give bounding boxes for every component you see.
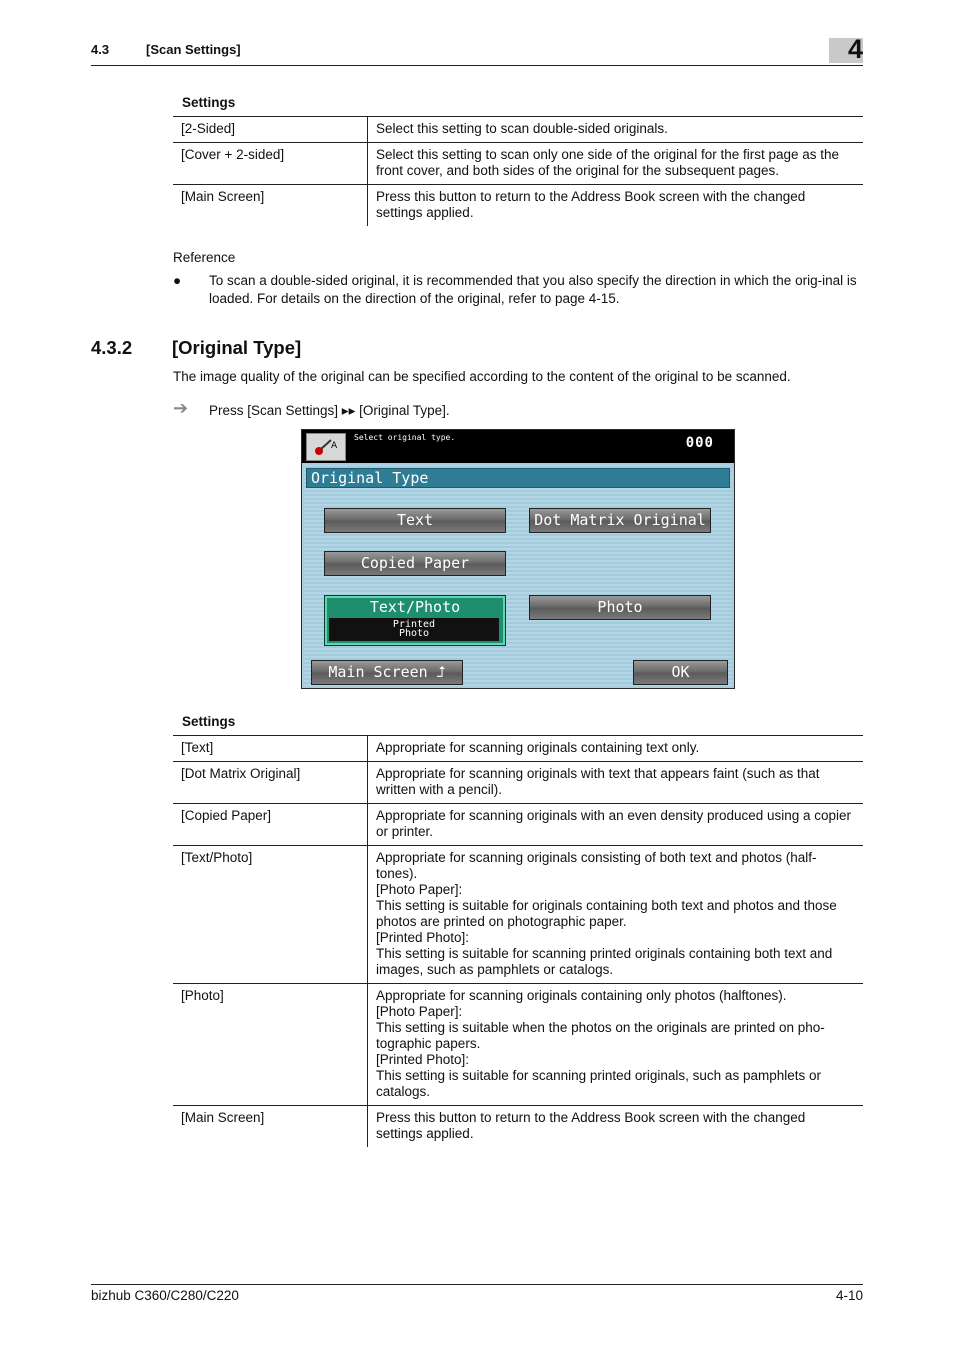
text-photo-subtype xyxy=(329,618,499,641)
description-line: [Photo Paper]: xyxy=(376,1004,463,1019)
table-row xyxy=(173,117,863,143)
section-number: 4.3.2 xyxy=(91,337,133,358)
description-line: This setting is suitable for originals containing both text and photos and those photos are printed on photographic paper. xyxy=(376,898,837,929)
step-text: Press [Scan Settings] ▸▸ [Original Type]. xyxy=(209,403,450,418)
setting-description: Select this setting to scan double-sided originals. xyxy=(368,117,864,143)
setting-description xyxy=(368,984,864,1106)
scanner-icon xyxy=(306,433,346,461)
setting-description: Press this button to return to the Address Book screen with the changed settings applied. xyxy=(368,185,864,227)
setting-name: [Text/Photo] xyxy=(173,846,368,984)
description-line: Appropriate for scanning originals containing only photos (halftones). xyxy=(376,988,787,1003)
text-button[interactable]: Text xyxy=(324,508,506,533)
subtype-line-2: Photo xyxy=(398,628,430,639)
table-row xyxy=(173,762,863,804)
arrow-icon: ➔ xyxy=(173,398,189,418)
setting-description xyxy=(368,1106,864,1148)
settings-label-2: Settings xyxy=(182,714,236,729)
table-row xyxy=(173,143,863,185)
header-section-title: [Scan Settings] xyxy=(146,42,241,57)
ok-button[interactable]: OK xyxy=(633,660,728,685)
text-photo-button[interactable] xyxy=(324,595,506,646)
setting-description xyxy=(368,762,864,804)
description-line: [Photo Paper]: xyxy=(376,882,463,897)
section-heading xyxy=(91,337,301,359)
description-line: Appropriate for scanning originals consisting of both text and photos (half-tones). xyxy=(376,850,817,881)
screen-message: Select original type. xyxy=(354,433,456,442)
copy-counter: 000 xyxy=(685,435,714,451)
table-row xyxy=(173,804,863,846)
svg-text:A: A xyxy=(331,441,338,451)
return-icon: ⮥ xyxy=(436,663,446,681)
copied-paper-button[interactable]: Copied Paper xyxy=(324,551,506,576)
setting-name: [Text] xyxy=(173,736,368,762)
chapter-number: 4 xyxy=(847,34,863,64)
settings-label-1: Settings xyxy=(182,95,236,110)
dot-matrix-original-button[interactable]: Dot Matrix Original xyxy=(529,508,711,533)
reference-bullet xyxy=(173,272,863,308)
section-title: [Original Type] xyxy=(172,337,302,358)
footer-model: bizhub C360/C280/C220 xyxy=(91,1288,239,1303)
setting-description xyxy=(368,846,864,984)
description-line: Appropriate for scanning originals with an even density produced using a copier or printer. xyxy=(376,808,852,839)
screen-status-bar xyxy=(302,430,734,463)
setting-name: [Photo] xyxy=(173,984,368,1106)
photo-button[interactable]: Photo xyxy=(529,595,711,620)
setting-description: Select this setting to scan only one side of the original for the first page as the front cover, and both sides of the original for the subsequent pages. xyxy=(368,143,864,185)
description-line: This setting is suitable when the photos on the originals are printed on pho-tographic papers. xyxy=(376,1020,825,1051)
bullet-text: To scan a double-sided original, it is recommended that you also specify the direction in which the orig-inal is loaded. For details on the direction of the original, refer to page 4-15. xyxy=(209,273,857,306)
footer-page-number: 4-10 xyxy=(835,1288,863,1303)
page-footer xyxy=(91,1284,863,1303)
step-instruction xyxy=(173,398,450,419)
description-line: This setting is suitable for scanning printed originals containing both text and images, such as pamphlets or catalogs. xyxy=(376,946,833,977)
header-section-number: 4.3 xyxy=(91,42,110,57)
page-header xyxy=(91,38,863,66)
panel-titlebar xyxy=(306,468,730,488)
reference-label: Reference xyxy=(173,250,236,265)
section-intro: The image quality of the original can be specified according to the content of the original to be scanned. xyxy=(173,369,791,384)
setting-name: [Copied Paper] xyxy=(173,804,368,846)
description-line: Press this button to return to the Address Book screen with the changed settings applied. xyxy=(376,1110,806,1141)
panel-title: Original Type xyxy=(311,469,429,487)
table-row xyxy=(173,1106,863,1148)
setting-name: [Dot Matrix Original] xyxy=(173,762,368,804)
table-row xyxy=(173,984,863,1106)
original-type-panel xyxy=(304,465,732,686)
settings-table-1 xyxy=(173,116,863,226)
subtype-line-1: Printed xyxy=(392,619,436,630)
setting-name: [Main Screen] xyxy=(173,185,368,227)
setting-description xyxy=(368,736,864,762)
bullet-dot: ● xyxy=(173,273,182,288)
device-screen xyxy=(301,429,735,689)
setting-description xyxy=(368,804,864,846)
main-screen-button[interactable] xyxy=(311,660,463,685)
description-line: [Printed Photo]: xyxy=(376,930,470,945)
description-line: Appropriate for scanning originals containing text only. xyxy=(376,740,700,755)
main-screen-label: Main Screen xyxy=(328,663,428,681)
table-row xyxy=(173,846,863,984)
chapter-tab xyxy=(829,34,863,64)
table-row xyxy=(173,736,863,762)
setting-name: [Cover + 2-sided] xyxy=(173,143,368,185)
table-row xyxy=(173,185,863,227)
description-line: [Printed Photo]: xyxy=(376,1052,470,1067)
description-line: Appropriate for scanning originals with text that appears faint (such as that written with a pencil). xyxy=(376,766,820,797)
description-line: This setting is suitable for scanning printed originals, such as pamphlets or catalogs. xyxy=(376,1068,821,1099)
text-photo-label: Text/Photo xyxy=(369,598,461,616)
setting-name: [2-Sided] xyxy=(173,117,368,143)
settings-table-2 xyxy=(173,735,863,1147)
setting-name: [Main Screen] xyxy=(173,1106,368,1148)
